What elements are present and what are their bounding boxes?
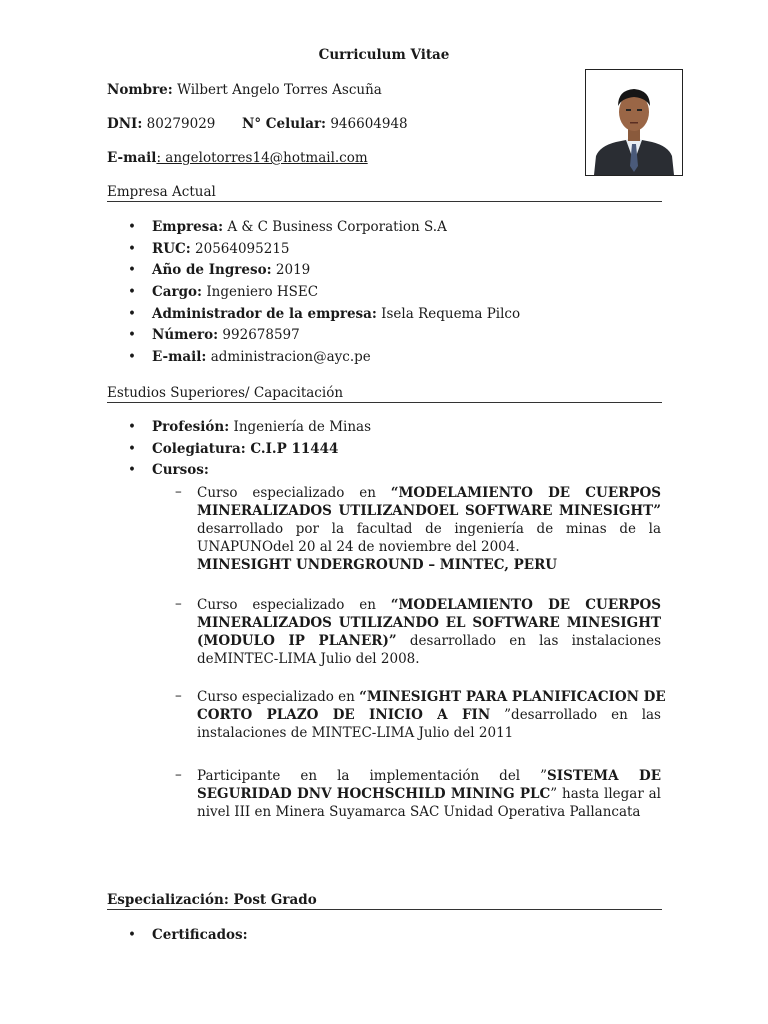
list-item — [107, 327, 667, 349]
section-empresa-heading: Empresa Actual — [107, 184, 662, 202]
person-photo-icon — [586, 70, 682, 175]
item-value: 20564095215 — [190, 240, 290, 257]
course-item-2 — [197, 596, 661, 668]
course-text: ” hasta llegar al — [550, 786, 661, 802]
list-item — [107, 284, 667, 306]
course-line — [197, 632, 661, 650]
item-label: Administrador de la empresa: — [152, 305, 377, 322]
item-label: E-mail: — [152, 349, 207, 366]
course-item-4 — [197, 767, 661, 821]
item-value: administracion@ayc.pe — [206, 349, 371, 366]
celular-value: 946604948 — [330, 116, 408, 132]
course-line: MINERALIZADOS UTILIZANDOEL SOFTWARE MINESIGHT” — [197, 503, 661, 519]
course-line: instalaciones de MINTEC-LIMA Julio del 2011 — [197, 725, 514, 741]
course-line: UNAPUNOdel 20 al 24 de noviembre del 2004. — [197, 539, 520, 555]
item-value: 992678597 — [218, 327, 300, 344]
course-text: Participante en la implementación del ” — [197, 768, 548, 784]
course-line — [197, 785, 661, 803]
course-line: nivel III en Minera Suyamarca SAC Unidad Operativa Pallancata — [197, 804, 641, 820]
course-line: desarrollado por la facultad de ingeniería de minas de la — [197, 521, 661, 537]
especializacion-list — [107, 927, 667, 949]
name-label: Nombre: — [107, 82, 173, 98]
section-especializacion-heading: Especialización: Post Grado — [107, 892, 662, 910]
course-title: “MINESIGHT PARA PLANIFICACION DE — [359, 689, 666, 705]
list-item — [107, 241, 667, 263]
course-line — [197, 484, 661, 502]
course-line: MINERALIZADOS UTILIZANDO EL SOFTWARE MINESIGHT — [197, 615, 661, 631]
course-title: (MODULO IP PLANER)” — [197, 633, 397, 649]
dni-label: DNI: — [107, 116, 143, 132]
email-label: E-mail — [107, 150, 157, 166]
list-item — [107, 441, 667, 463]
course-line — [197, 596, 661, 614]
dash-marker: – — [175, 767, 182, 783]
course-title: CORTO PLAZO DE INICIO A FIN — [197, 707, 491, 723]
list-item — [107, 419, 667, 441]
course-line — [197, 688, 666, 706]
item-label: Cursos: — [152, 462, 209, 479]
dni-row — [107, 116, 215, 132]
course-text: ”desarrollado en las — [490, 707, 661, 723]
dash-marker: – — [175, 484, 182, 500]
course-title: “MODELAMIENTO DE CUERPOS — [390, 485, 661, 501]
course-line: deMINTEC-LIMA Julio del 2008. — [197, 651, 420, 667]
list-item — [107, 349, 667, 371]
item-label: Profesión: — [152, 419, 230, 435]
item-value: A & C Business Corporation S.A — [223, 219, 447, 235]
item-label: Colegiatura: — [152, 440, 246, 457]
course-item-3 — [197, 688, 666, 742]
name-value: Wilbert Angelo Torres Ascuña — [177, 82, 382, 98]
course-line: MINESIGHT UNDERGROUND – MINTEC, PERU — [197, 557, 558, 573]
dni-value: 80279029 — [146, 116, 216, 132]
estudios-list — [107, 419, 667, 484]
item-label: Empresa: — [152, 219, 224, 235]
list-item — [107, 219, 667, 241]
profile-photo — [585, 69, 683, 176]
item-label: Año de Ingreso: — [152, 262, 272, 279]
item-label: Número: — [152, 327, 219, 344]
course-text: Curso especializado en — [197, 597, 391, 613]
item-label: Cargo: — [152, 284, 203, 301]
course-item-1 — [197, 484, 661, 574]
course-text: Curso especializado en — [197, 689, 360, 705]
celular-row — [242, 116, 408, 132]
course-text: desarrollado en las instalaciones — [396, 633, 662, 649]
course-title: SISTEMA DE — [547, 768, 662, 784]
course-title: SEGURIDAD DNV HOCHSCHILD MINING PLC — [197, 786, 551, 802]
course-title: “MODELAMIENTO DE CUERPOS — [390, 597, 661, 613]
dash-marker: – — [175, 688, 182, 704]
course-text: Curso especializado en — [197, 485, 391, 501]
name-row — [107, 82, 382, 98]
list-item — [107, 927, 667, 949]
celular-label: N° Celular: — [242, 116, 327, 132]
list-item — [107, 462, 667, 484]
item-value: Isela Requema Pilco — [376, 305, 521, 322]
email-row — [107, 150, 368, 166]
dash-marker: – — [175, 596, 182, 612]
item-label: Certificados: — [152, 927, 248, 943]
email-link[interactable]: : angelotorres14@hotmail.com — [156, 150, 368, 166]
item-label: RUC: — [152, 240, 191, 257]
item-value: Ingeniería de Minas — [229, 419, 371, 435]
item-value: Ingeniero HSEC — [202, 284, 319, 301]
item-value: C.I.P 11444 — [245, 440, 339, 457]
section-estudios-heading: Estudios Superiores/ Capacitación — [107, 385, 662, 403]
list-item — [107, 306, 667, 328]
course-line — [197, 706, 661, 724]
item-value: 2019 — [271, 262, 311, 279]
page-title: Curriculum Vitae — [318, 47, 450, 63]
course-line — [197, 767, 661, 785]
empresa-list — [107, 219, 667, 371]
list-item — [107, 262, 667, 284]
